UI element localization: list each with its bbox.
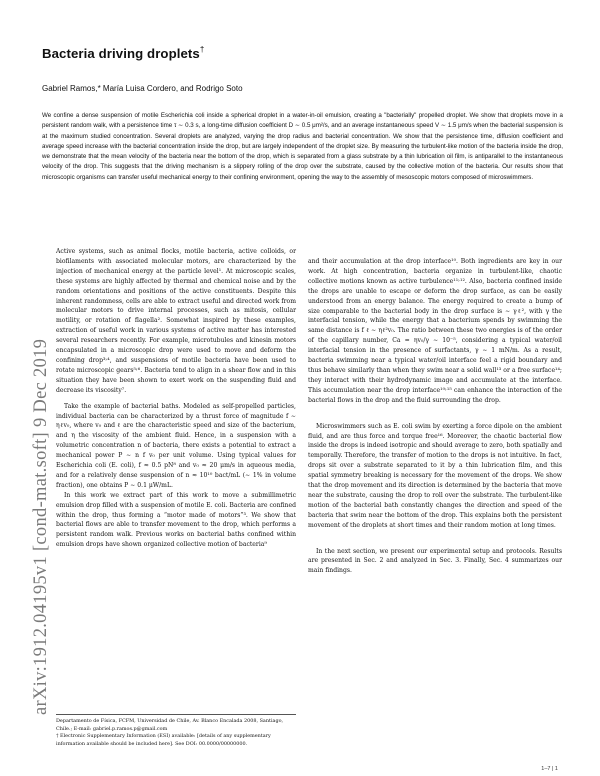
- left-column: [56, 247, 296, 550]
- author-list: Gabriel Ramos,* María Luisa Cordero, and Rodrigo Soto: [42, 84, 243, 93]
- abstract: We confine a dense suspension of motile Escherichia coli inside a spherical droplet in a water-in-oil emulsion, creating a "bacterially" propelled droplet. We show that droplets move in a persistent random walk, with a persistence time τ ∼ 0.3 s, a long-time diffusion coefficient D ∼ 0.5 μm²/s, and an average instantaneous speed V ∼ 1.5 μm/s when the bacterial suspension is at the maximum studied concentration. Several droplets are analyzed, varying the drop radius and bacterial concentration. We show that the persistence time, diffusion coefficient and average speed increase with the bacterial concentration inside the drop, but are largely independent of the droplet size. By measuring the turbulent-like motion of the bacteria inside the drop, we demonstrate that the mean velocity of the bacteria near the bottom of the drop, which is separated from a glass substrate by a thin lubrication oil film, is antiparallel to the instantaneous velocity of the drop. This suggests that the driving mechanism is a slippery rolling of the drop over the substrate, caused by the collective motion of the bacteria. Our results show that microscopic organisms can transfer useful mechanical energy to their confining environment, opening the way to the assembly of mesoscopic motors composed of microswimmers.: [42, 112, 563, 181]
- paragraph: Microswimmers such as E. coli swim by exerting a force dipole on the ambient fluid, and are thus force and torque free¹⁶. Moreover, the chaotic bacterial flow inside the drops is indeed isotropic and should average to zero, both spatially and temporally. Therefore, the transfer of motion to the drops is not intuitive. In fact, drops sit over a substrate separated to it by a thin lubrication film, and this spatial symmetry breaking is necessary for the movement of the drops. We show that the drop movement and its direction is determined by the bacteria that move near the substrate, causing the drop to roll over the substrate. The turbulent-like motion of the bacterial bath constantly changes the direction and speed of the bacteria that swim near the bottom of the drop. This explains both the persistent movement of the droplets at short times and their random motion at long times.: [308, 422, 562, 529]
- right-column: [308, 257, 562, 576]
- arxiv-stamp-text: arXiv:1912.04195v1 [cond-mat.soft] 9 Dec 2019: [31, 338, 51, 715]
- title-footnote-mark: †: [199, 45, 205, 54]
- affiliation-footnote: Departamento de Física, FCFM, Universidad de Chile, Av. Blanco Encalada 2008, Santiago, Chile.; E-mail: gabriel.p.ramos.p@gmail.com: [56, 718, 284, 732]
- title-text: Bacteria driving droplets: [42, 46, 200, 61]
- paragraph: In the next section, we present our experimental setup and protocols. Results are presented in Sec. 2 and analyzed in Sec. 3. Finally, Sec. 4 summarizes our main findings.: [308, 547, 562, 575]
- paragraph: In this work we extract part of this work to move a submillimetric emulsion drop filled with a suspension of motile E. coli. Bacteria are confined within the drop, thus forming a “motor made of motors”³. We show that bacterial flows are able to transfer movement to the drop, which performs a persistent random walk. Previous works on bacterial baths confined within emulsion drops have shown organized collective motion of bacteria⁹: [56, 491, 296, 549]
- page-number: 1–7 | 1: [541, 766, 558, 772]
- footnote-rule: [56, 714, 296, 715]
- paper-title: [42, 45, 204, 61]
- footnotes: [56, 718, 296, 748]
- paragraph: and their accumulation at the drop interface¹⁰. Both ingredients are key in our work. At high concentration, bacteria organize in turbulent-like, chaotic collective motions known as active turbulence¹¹˒¹². Also, bacteria confined inside the drops are unable to escape or deform the drop surface, as can be easily understood from an energy balance. The energy required to create a bump of size comparable to the bacterial body in the drop surface is ∼ γℓ², with γ the interfacial tension, while the energy that a bacterium spends by swimming the same distance is f ℓ ∼ ηℓ²v₀. The ratio between these two energies is of the order of the capillary number, Ca = ηv₀/γ ∼ 10⁻⁵, considering a typical water/oil interfacial tension in the presence of surfactants, γ ∼ 1 mN/m. As a result, bacteria swimming near a typical water/oil interface feel a rigid boundary and thus behave similarly than when they swim near a solid wall¹³ or a free surface¹⁴; they interact with their hydrodynamic image and accumulate at the interface. This accumulation near the drop interface¹⁰˒¹⁵ can enhance the interaction of the bacterial flows in the drop and the fluid surrounding the drop.: [308, 258, 562, 404]
- arxiv-stamp: [9, 210, 53, 715]
- paragraph: Take the example of bacterial baths. Modeled as self-propelled particles, individual bacteria can be characterized by a thrust force of magnitude f ∼ ηℓv₀, where v₀ and ℓ are the characteristic speed and size of the bacterium, and η the viscosity of the ambient fluid. Hence, in a suspension with a volumetric concentration n of bacteria, there exists a potential to extract a mechanical power P ∼ n f v₀ per unit volume. Using typical values for Escherichia coli (E. coli), f ≈ 0.5 pN⁸ and v₀ ≈ 20 μm/s in aqueous media, and for a relatively dense suspension of n ≈ 10¹⁰ bact/mL (∼ 1% in volume fraction), one obtains P ∼ 0.1 μW/mL.: [56, 402, 296, 489]
- paragraph: Active systems, such as animal flocks, motile bacteria, active colloids, or biofilaments with associated molecular motors, are characterized by the injection of mechanical energy at the particle level¹. At microscopic scales, these systems are highly affected by thermal and chemical noise and by the random orientations and positions of the active constituents. Despite this inherent randomness, cells are able to extract useful and directed work from molecular motors to drive internal processes, such as mitosis, cellular motility, or rotation of flagella². Somewhat inspired by these examples, extraction of useful work in various systems of active matter has interested several researchers recently. For example, microtubules and kinesin motors encapsulated in a microscopic drop were used to move and deform the confining drop³˒⁴, and suspensions of motile bacteria have been used to rotate microscopic gears⁵˒⁶. Bacteria tend to align in a shear flow and in this situation they have been shown to exert work on the suspending fluid and decrease its viscosity⁷.: [56, 248, 296, 394]
- esi-footnote: † Electronic Supplementary Information (ESI) available: [details of any supplementary information available should be included here]. See DOI: 00.0000/00000000.: [56, 733, 271, 747]
